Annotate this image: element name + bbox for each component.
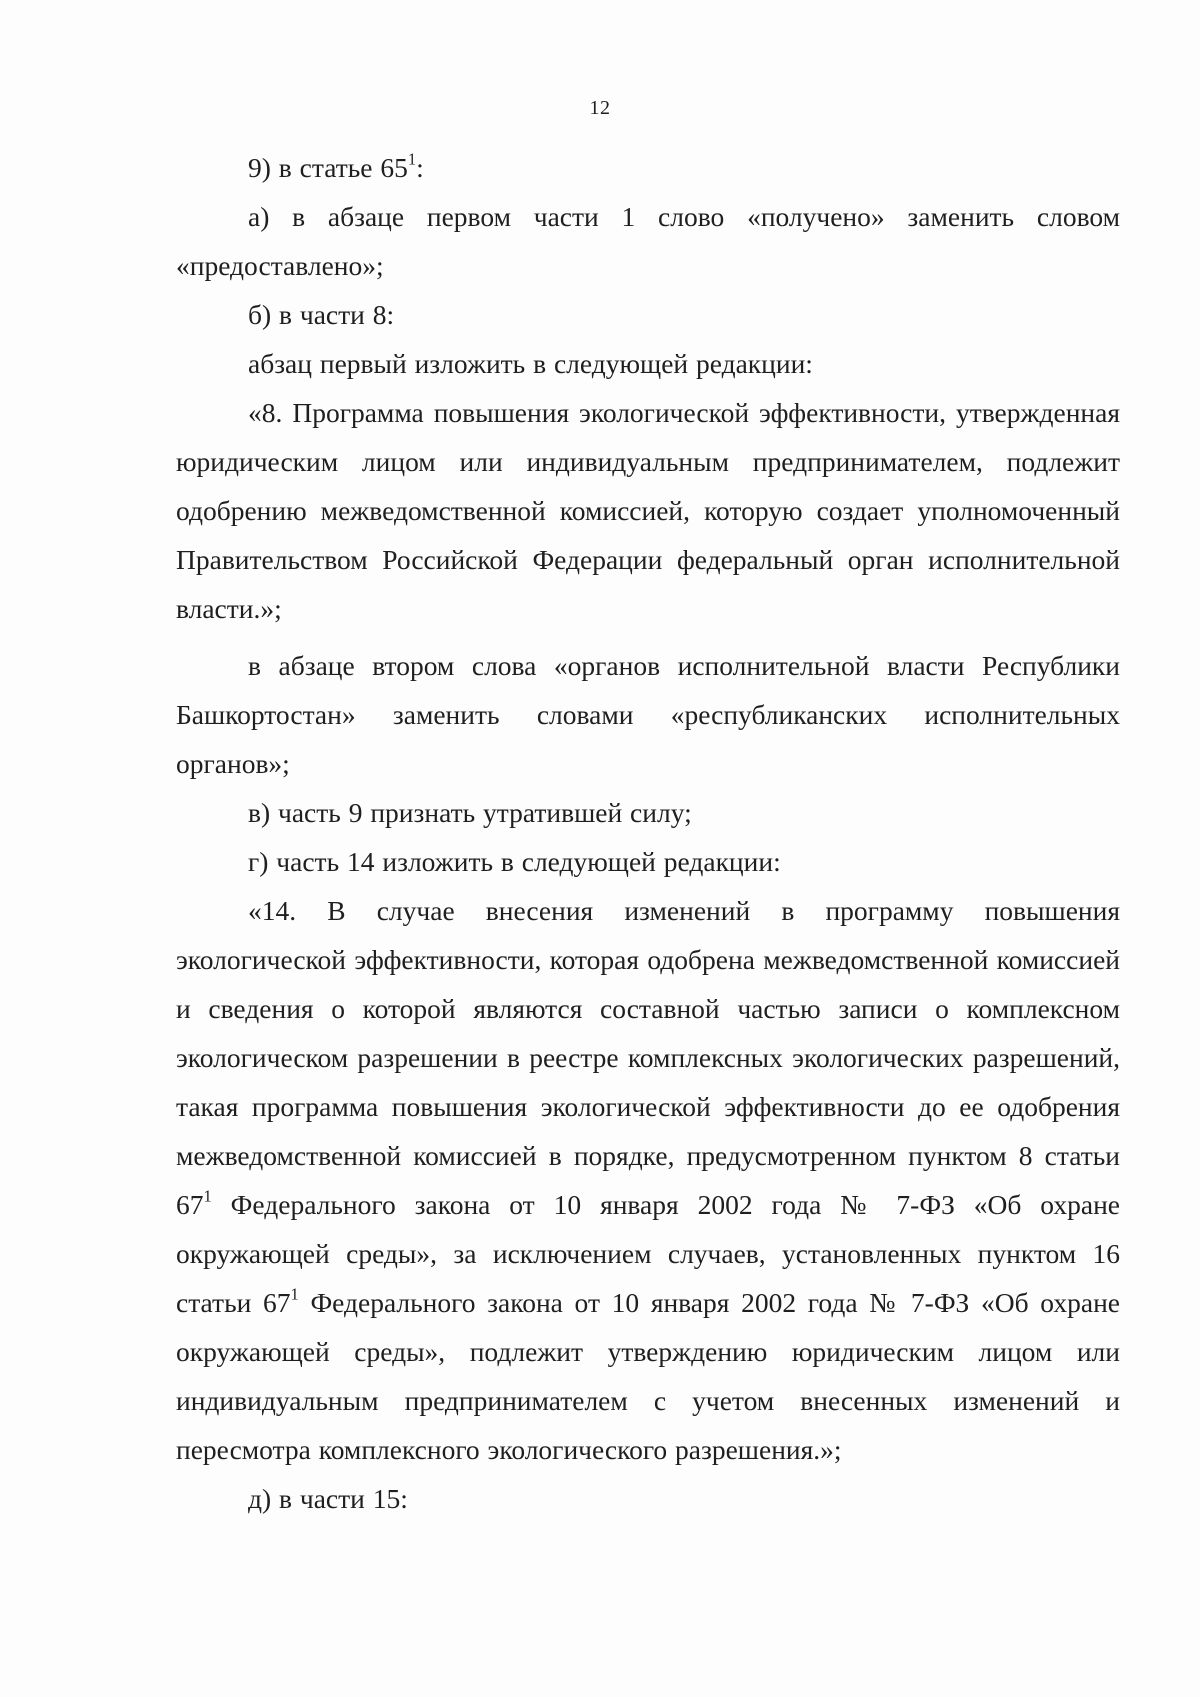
paragraph-text: Федерального закона от 10 января 2002 года № 7-ФЗ «Об охране окружающей среды», за исключением случаев, установленных пунктом 16 статьи 67 — [176, 1189, 1120, 1318]
paragraph-quote-14 — [176, 886, 1120, 1474]
paragraph-text: «14. В случае внесения изменений в программу повышения экологической эффективности, которая одобрена межведомственной комиссией и сведения о которой являются составной частью записи о комплексном экологическом разрешении в реестре комплексных экологических разрешений, такая программа повышения экологической эффективности до ее одобрения межведомственной комиссией в порядке, предусмотренном пунктом 8 статьи 67 — [176, 895, 1120, 1220]
paragraph-subitem-v: в) часть 9 признать утратившей силу; — [248, 797, 692, 828]
paragraph-subitem-b: б) в части 8: — [248, 299, 395, 330]
paragraph-text-tail: : — [416, 152, 424, 183]
paragraph-subitem-d: д) в части 15: — [248, 1483, 408, 1514]
superscript: 1 — [290, 1284, 299, 1304]
superscript: 1 — [407, 149, 417, 169]
paragraph-abzac-second: в абзаце втором слова «органов исполнительной власти Республики Башкортостан» заменить словами «республиканских исполнительных органов»; — [176, 650, 1120, 779]
superscript: 1 — [203, 1186, 212, 1206]
paragraph-abzac-first: абзац первый изложить в следующей редакции: — [248, 348, 813, 379]
paragraph-text: 9) в статье 65 — [248, 152, 408, 183]
paragraph-item-9 — [176, 143, 1120, 192]
paragraph-quote-8: «8. Программа повышения экологической эффективности, утвержденная юридическим лицом или индивидуальным предпринимателем, подлежит одобрению межведомственной комиссией, которую создает уполномоченный Правительством Российской Федерации федеральный орган исполнительной власти.»; — [176, 397, 1120, 624]
paragraph-text: Федерального закона от 10 января 2002 года № 7-ФЗ «Об охране окружающей среды», подлежит утверждению юридическим лицом или индивидуальным предпринимателем с учетом внесенных изменений и пересмотра комплексного экологического разрешения.»; — [176, 1287, 1120, 1465]
page-number: 12 — [589, 97, 611, 119]
document-body — [176, 143, 1120, 1523]
paragraph-subitem-a: а) в абзаце первом части 1 слово «получено» заменить словом «предоставлено»; — [176, 201, 1120, 281]
paragraph-subitem-g: г) часть 14 изложить в следующей редакции: — [248, 846, 781, 877]
